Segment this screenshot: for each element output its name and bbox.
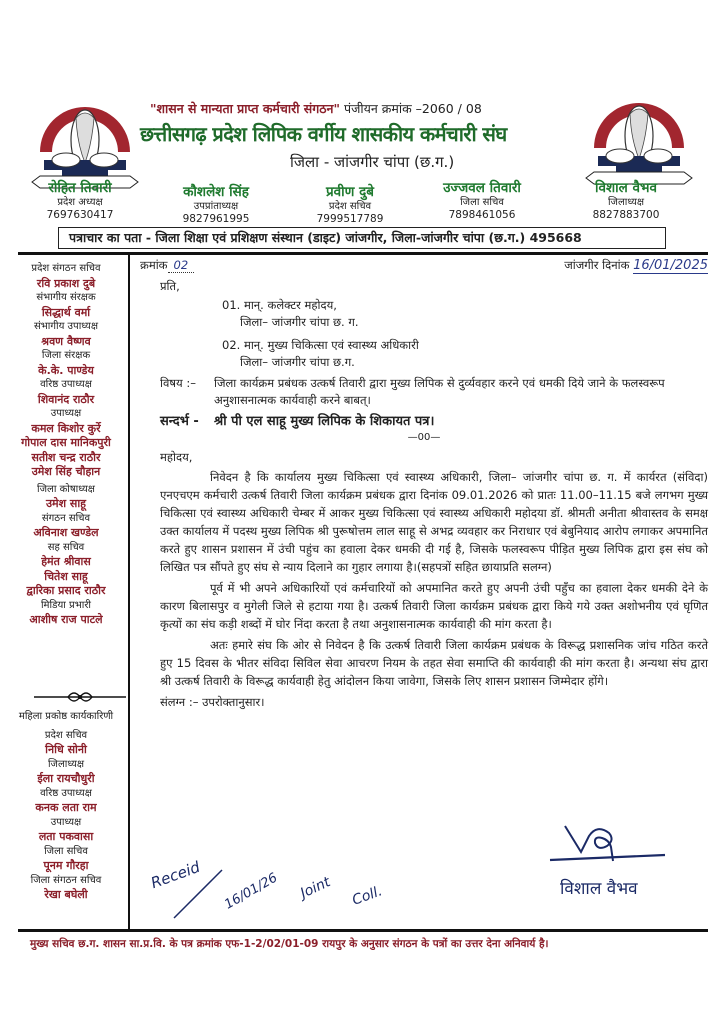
office-bearer-phone: 8827883700 [592,209,660,221]
office-bearer-designation: जिला सचिव [460,197,504,208]
sidebar-member-name: सिद्धार्थ वर्मा [41,305,91,319]
sidebar-role: उपाध्यक्ष [50,816,82,828]
signature-scribble [545,822,685,866]
organization-name: छत्तीसगढ़ प्रदेश लिपिक वर्गीय शासकीय कर्मचारी संघ [140,122,507,146]
sidebar-member-name: रेखा बघेली [44,888,88,901]
sidebar-divider [128,255,130,929]
sidebar-role: मिडिया प्रभारी [40,599,92,611]
sidebar-member-name: कनक लता राम [35,801,97,814]
receipt-office: Coll. [350,883,385,909]
district-name: जिला - जांजगीर चांपा (छ.ग.) [290,153,455,171]
reference-label: क्रमांक [140,258,168,272]
sidebar-role: प्रदेश संगठन सचिव [31,263,101,274]
footer-divider [18,929,708,932]
letter-meta [140,258,708,278]
recipient-title: 01. मान्. कलेक्टर महोदय, [222,298,337,312]
office-bearer-phone: 9827961995 [182,213,250,225]
body-paragraph: अतः हमारे संघ कि ओर से निवेदन है कि उत्कर्ष तिवारी जिला कार्यक्रम प्रबंधक के विरूद्ध प्रशासनिक जांच गठित करते हुए 15 दिवस के भीतर संविदा सिविल सेवा आचरण नियम के तहत सेवा समाप्ति की कार्यवाही की मांग करता है। अन्यथा संघ द्वारा श्री उत्कर्ष तिवारी के विरूद्ध कार्यवाही हेतु आंदोलन किया जावेगा, जिसके लिए शासन प्रशासन जिम्मेदार होंगे। [160,638,708,688]
office-bearer-designation: प्रदेश अध्यक्ष [57,197,103,208]
sidebar-member-name: अविनाश खण्डेल [33,526,99,539]
sidebar-member-name: निधि सोनी [45,743,87,756]
office-bearer-name: विशाल वैभव [594,180,658,196]
sidebar-member-name: श्रवण वैष्णव [41,334,91,348]
reference-label: सन्दर्भ - [160,414,199,429]
recipient-district: जिला– जांजगीर चांपा छ.ग. [240,355,355,369]
sidebar-member-name: रवि प्रकाश दुबे [36,276,96,290]
tagline [150,100,482,117]
subject-label: विषय :– [160,376,196,390]
subject-text: जिला कार्यक्रम प्रबंधक उत्कर्ष तिवारी द्वारा मुख्य लिपिक से दुर्व्यवहार करने एवं धमकी दिये जाने के फलस्वरूप अनुशासनात्मक कार्यवाही करने बाबत्। [214,376,665,407]
sidebar-role: सह सचिव [47,541,85,553]
header-divider [18,252,708,255]
office-bearer-designation: उपप्रांताध्यक्ष [193,201,239,212]
sidebar-member-name: पूनम गौरहा [43,859,89,872]
reference-value: 02 [168,258,195,273]
body-paragraph: पूर्व में भी अपने अधिकारियों एवं कर्मचारियों को अपमानित करते हुए अपनी उंची पहुँच का हवाला देकर धमकी देने के कारण बिलासपुर व मुगेली जिले से हटाया गया है। उत्कर्ष तिवारी जिला कार्यक्रम प्रबंधक द्वारा किये गये उक्त अशोभनीय एवं घृणित कृत्यों का संघ कड़ी शब्दों में घोर निंदा करता है तथा अनुशासनात्मक कार्यवाही की मांग करता है। [160,581,708,631]
sidebar-member-name: उमेश साहू [45,497,87,510]
date-label: जांजगीर दिनांक [564,258,630,272]
letter-date [564,258,708,273]
sidebar-role: वरिष्ठ उपाध्यक्ष [40,379,92,390]
date-value: 16/01/2025 [633,258,708,273]
registration-number: पंजीयन क्रमांक –2060 / 08 [343,101,482,116]
office-bearer [566,180,686,222]
sidebar-role: वरिष्ठ उपाध्यक्ष [40,787,92,799]
sidebar-women-wing [4,710,128,903]
office-bearer-designation: जिलाध्यक्ष [607,197,645,208]
subject [160,375,708,409]
sidebar-member-name: ईला रायचौधुरी [37,772,95,785]
footer-note: मुख्य सचिव छ.ग. शासन सा.प्र.वि. के पत्र क्रमांक एफ-1-2/02/01-09 रायपुर के अनुसार संगठन के पत्रों का उत्तर देना अनिवार्य है। [30,938,549,950]
sidebar-role: जिला कोषाध्यक्ष [37,483,95,495]
salutation: महोदय, [160,450,193,464]
recipient [222,337,708,371]
receipt-designation: Joint [298,874,333,902]
sidebar-role: प्रदेश सचिव [44,729,88,741]
reference [160,412,708,431]
office-bearer [22,180,138,222]
receipt-date: 16/01/26 [222,870,281,913]
sidebar-role: जिला सचिव [44,845,88,857]
separator: —00— [407,432,441,443]
sidebar-member-name: उमेश सिंह चौहान [31,465,101,478]
sidebar-member-name: द्वारिका प्रसाद राठौर [26,584,106,597]
body-paragraph: निवेदन है कि कार्यालय मुख्य चिकित्सा एवं स्वास्थ्य अधिकारी, जिला– जांजगीर चांपा छ. ग. में कार्यरत (संविदा) एनएचएम कर्मचारी उत्कर्ष तिवारी जिला कार्यक्रम प्रबंधक द्वारा दिनांक 09.01.2026 को प्रातः 11.00–11.15 बजे लगभग मुख्य चिकित्सा एवं स्वास्थ्य अधिकारी चेम्बर में आकर मुख्य चिकित्सा एवं स्वास्थ्य अधिकारी महोदया डॉ. श्रीमती अनीता श्रीवास्तव के समक्ष उक्त कार्यालय में पदस्थ मुख्य लिपिक श्री पुरूषोत्तम लाल साहू से अभद्र व्यवहार कर निराधार एवं बेबुनियाद आरोप लगाकर अपमानित करते हुए शासन प्रशासन में उंची पहुंच का हवाला देकर धमकी दी गई है, जिसके फलस्वरूप पीड़ित मुख्य लिपिक द्वारा इस संघ को लिखित पत्र सौंपते हुए संघ से न्याय दिलाने का गुहार लगाया है।(सहपत्रों सहित छायाप्रति सलग्न) [160,470,708,574]
sidebar-role: उपाध्यक्ष [50,408,82,419]
office-bearer-phone: 7898461056 [448,209,516,221]
office-bearer-name: रोहित तिवारी [48,180,112,196]
office-bearer-phone: 7999517789 [316,213,384,225]
sidebar-member-name: सतीश चन्द्र राठौर [31,450,101,464]
sidebar-role: संगठन सचिव [41,512,91,524]
signature-name: विशाल वैभव [560,879,638,899]
sidebar-role: जिला संगठन सचिव [30,874,102,886]
sidebar-member-name: के.के. पाण्डेय [38,363,94,377]
ornamental-divider [34,690,126,704]
receipt-initial-stroke [170,862,230,922]
office-bearer [292,184,408,226]
sidebar-role: संभागीय उपाध्यक्ष [33,321,99,332]
to-label: प्रति, [160,279,180,293]
office-bearer-phone: 7697630417 [46,209,114,221]
correspondence-address: पत्राचार का पता - जिला शिक्षा एवं प्रशिक्षण संस्थान (डाइट) जांजगीर, जिला-जांजगीर चांपा (छ.ग.) 495668 [58,227,666,249]
sidebar-member-name: हेमंत श्रीवास [41,555,91,568]
letter-body [140,258,708,711]
sidebar-committee [4,262,128,628]
sidebar-role: जिला संरक्षक [41,350,91,361]
recipient [222,297,708,331]
office-bearer-designation: प्रदेश सचिव [328,201,372,212]
office-bearer [158,184,274,226]
sidebar-role: संभागीय संरक्षक [36,292,96,303]
sidebar-member-name: चितेश साहू [44,569,88,583]
enclosure: संलग्न :– उपरोक्तानुसार। [160,695,265,709]
women-wing-heading: महिला प्रकोष्ठ कार्यकारिणी [18,711,114,722]
reference-text: श्री पी एल साहू मुख्य लिपिक के शिकायत पत्र। [214,414,435,429]
reference-number [140,258,194,273]
union-logo-right [580,84,698,192]
sidebar-member-name: गोपाल दास मानिकपुरी [21,436,111,449]
recipient-title: 02. मान्. मुख्य चिकित्सा एवं स्वास्थ्य अधिकारी [222,338,419,352]
tagline-quote: "शासन से मान्यता प्राप्त कर्मचारी संगठन" [150,101,340,116]
sidebar-member-name: शिवानंद राठौर [37,392,95,406]
receipt-note: Receid [148,857,203,893]
office-bearer [424,180,540,222]
sidebar-member-name: लता पकवासा [38,830,94,843]
recipient-district: जिला– जांजगीर चांपा छ. ग. [240,315,359,329]
sidebar-member-name: कमल किशोर कुर्रे [31,421,101,435]
office-bearer-name: प्रवीण दुबे [325,184,375,200]
office-bearer-name: उज्जवल तिवारी [443,180,521,196]
office-bearer-name: कौशलेश सिंह [183,184,249,200]
sidebar-member-name: आशीष राज पाटले [29,613,103,626]
sidebar-role: जिलाध्यक्ष [47,758,85,770]
